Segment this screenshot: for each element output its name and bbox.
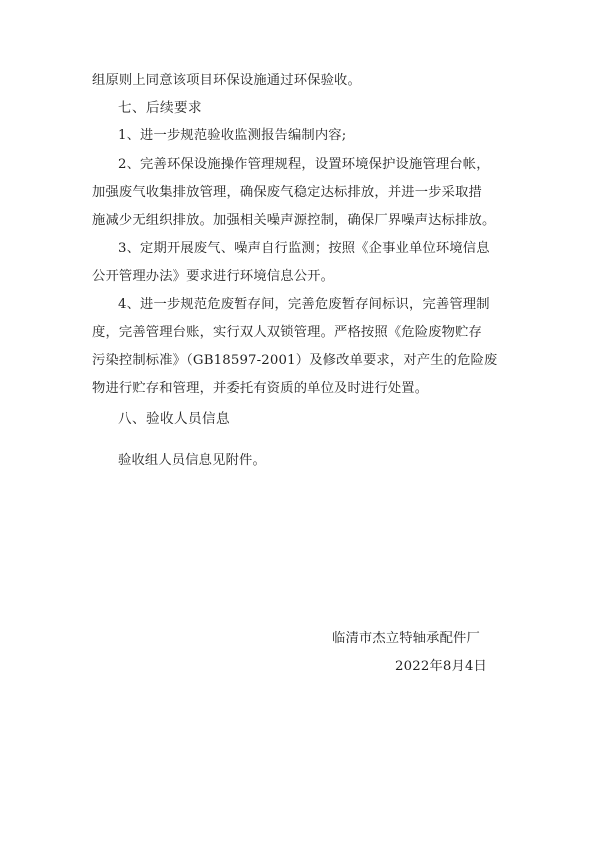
body-text-line: 公开管理办法》要求进行环境信息公开。 (92, 269, 335, 284)
body-text-line: 组原则上同意该项目环保设施通过环保验收。 (92, 73, 361, 88)
body-text-line: 加强废气收集排放管理，确保废气稳定达标排放，并进一步采取措 (92, 185, 482, 200)
section-heading-7: 七、后续要求 (118, 100, 202, 116)
body-text-line: 污染控制标准》（GB18597-2001）及修改单要求，对产生的危险废 (92, 353, 498, 368)
body-text-line: 度，完善管理台账，实行双人双锁管理。严格按照《危险废物贮存 (92, 325, 482, 340)
body-text-line: 物进行贮存和管理，并委托有资质的单位及时进行处置。 (92, 381, 429, 396)
signature-date: 2022年8月4日 (395, 659, 487, 674)
body-text-line: 1、进一步规范验收监测报告编制内容; (118, 128, 347, 143)
body-text-line: 施减少无组织排放。加强相关噪声源控制，确保厂界噪声达标排放。 (92, 213, 496, 228)
signature-organization: 临清市杰立特轴承配件厂 (332, 631, 480, 646)
body-text-line: 验收组人员信息见附件。 (118, 453, 266, 468)
body-text-line: 2、完善环保设施操作管理规程，设置环境保护设施管理台帐， (118, 157, 490, 172)
section-heading-8: 八、验收人员信息 (118, 411, 230, 427)
body-text-line: 3、定期开展废气、噪声自行监测；按照《企事业单位环境信息 (118, 241, 490, 256)
body-text-line: 4、进一步规范危废暂存间，完善危废暂存间标识，完善管理制 (118, 297, 490, 312)
